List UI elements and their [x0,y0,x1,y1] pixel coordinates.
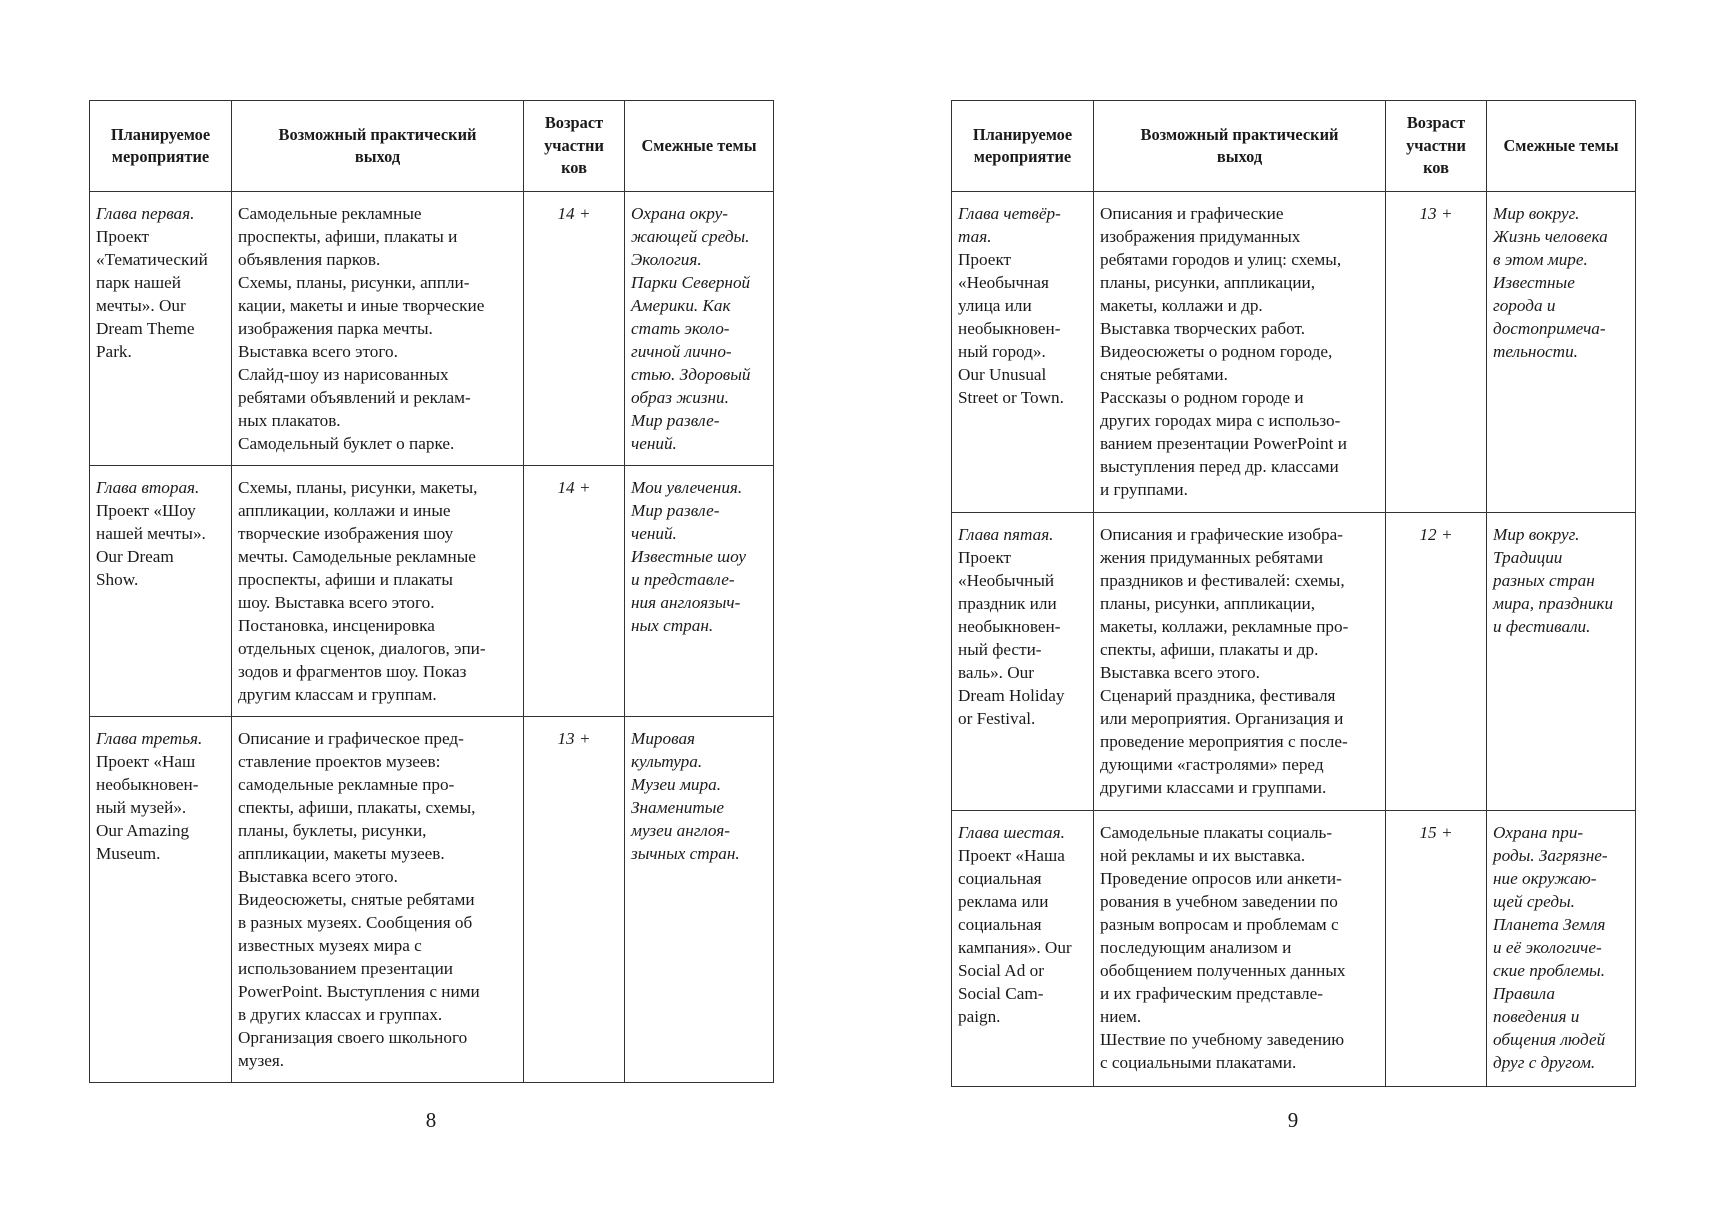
text-line: Планета Земля [1493,915,1606,934]
header-line: Смежные темы [1503,135,1619,155]
text-line: ставление проектов музеев: [238,752,441,771]
text-line: социальная [958,869,1042,888]
text-line: Dream Theme [96,319,195,338]
header-line: мероприятие [973,147,1072,166]
text-line: щей среды. [1493,892,1575,911]
text-line: аппликации, макеты музеев. [238,844,445,863]
text-line: рования в учебном заведении по [1100,892,1338,911]
text-line: Глава четвёр- [958,204,1061,223]
output-cell [1094,192,1386,513]
text-line: жающей среды. [631,227,750,246]
output-text [1100,202,1379,501]
text-line: музея. [238,1051,285,1070]
text-line: Park. [96,342,132,361]
table-header-row [90,101,774,192]
text-line: необыкновен- [96,775,199,794]
text-line: и группами. [1100,480,1188,499]
text-line: планы, рисунки, аппликации, [1100,273,1316,292]
text-line: общения людей [1493,1030,1606,1049]
text-line: Описания и графические [1100,204,1284,223]
topics-cell [625,717,774,1083]
text-line: Схемы, планы, рисунки, аппли- [238,273,470,292]
table-row [952,192,1636,513]
age-cell: 14 + [524,192,625,466]
project-name [96,750,225,865]
header-line: выход [1216,147,1263,166]
text-line: Выставка всего этого. [238,867,398,886]
chapter-title [958,202,1087,248]
text-line: «Необычная [958,273,1049,292]
header-line: Возраст [544,113,604,133]
text-line: Правила [1493,984,1555,1003]
table-header-row [952,101,1636,192]
output-text [1100,523,1379,799]
age-cell: 12 + [1386,513,1487,811]
text-line: Проект [958,250,1012,269]
text-line: ных стран. [631,616,714,635]
text-line: Social Ad or [958,961,1044,980]
header-age [524,101,625,192]
text-line: планы, рисунки, аппликации, [1100,594,1316,613]
topics-cell [1487,811,1636,1087]
projects-table-left [89,100,774,1083]
age-cell: 13 + [1386,192,1487,513]
text-line: музеи англоя- [631,821,730,840]
text-line: города и [1493,296,1556,315]
text-line: спекты, афиши, плакаты, схемы, [238,798,476,817]
topics-cell [625,466,774,717]
output-text [238,727,517,1072]
text-line: Show. [96,570,139,589]
page-number: 8 [425,1108,437,1132]
text-line: Street or Town. [958,388,1064,407]
event-cell [90,192,232,466]
text-line: нашей мечты». [96,524,206,543]
text-line: спекты, афиши, плакаты и др. [1100,640,1319,659]
header-line: участни [544,135,604,155]
text-line: Museum. [96,844,161,863]
text-line: Америки. Как [631,296,731,315]
text-line: Проект «Наш [96,752,196,771]
project-name [958,844,1087,1028]
page-number: 9 [1287,1108,1299,1132]
text-line: or Festival. [958,709,1036,728]
header-line: выход [354,147,401,166]
topics-cell [625,192,774,466]
text-line: ной рекламы и их выставка. [1100,846,1306,865]
text-line: Слайд-шоу из нарисованных [238,365,449,384]
text-line: кации, макеты и иные творческие [238,296,485,315]
text-line: друг с другом. [1493,1053,1596,1072]
text-line: Проект «Наша [958,846,1065,865]
text-line: использованием презентации [238,959,453,978]
text-line: Традиции [1493,548,1563,567]
text-line: ние окружаю- [1493,869,1597,888]
text-line: шоу. Выставка всего этого. [238,593,435,612]
text-line: объявления парков. [238,250,381,269]
text-line: Видеосюжеты, снятые ребятами [238,890,475,909]
chapter-title [958,523,1087,546]
text-line: Our Amazing [96,821,190,840]
output-text [238,202,517,455]
text-line: Самодельные рекламные [238,204,422,223]
text-line: в разных музеях. Сообщения об [238,913,473,932]
text-line: и фестивали. [1493,617,1591,636]
text-line: Мир развле- [631,411,720,430]
right-page [951,100,1635,1087]
text-line: образ жизни. [631,388,729,407]
text-line: мечты». Our [96,296,186,315]
event-cell [952,513,1094,811]
text-line: ный музей». [96,798,187,817]
text-line: Рассказы о родном городе и [1100,388,1304,407]
project-name [96,499,225,591]
header-event [952,101,1094,192]
text-line: Шествие по учебному заведению [1100,1030,1345,1049]
text-line: Our Unusual [958,365,1047,384]
text-line: необыкновен- [958,319,1061,338]
text-line: нием. [1100,1007,1142,1026]
header-topics [1487,101,1636,192]
text-line: праздников и фестивалей: схемы, [1100,571,1345,590]
text-line: зычных стран. [631,844,740,863]
text-line: Глава шестая. [958,823,1065,842]
text-line: самодельные рекламные про- [238,775,455,794]
text-line: Описание и графическое пред- [238,729,464,748]
text-line: кампания». Our [958,938,1072,957]
text-line: ребятами городов и улиц: схемы, [1100,250,1342,269]
age-cell: 15 + [1386,811,1487,1087]
table-row [90,466,774,717]
text-line: Мировая [631,729,696,748]
header-line: Возраст [1406,113,1466,133]
header-line: участни [1406,135,1466,155]
text-line: улица или [958,296,1032,315]
text-line: последующим анализом и [1100,938,1292,957]
text-line: проспекты, афиши и плакаты [238,570,453,589]
text-line: Глава пятая. [958,525,1054,544]
event-cell [90,717,232,1083]
text-line: стать эколо- [631,319,730,338]
text-line: аппликации, коллажи и иные [238,501,451,520]
text-line: Видеосюжеты о родном городе, [1100,342,1333,361]
output-cell [1094,811,1386,1087]
chapter-title: Глава вторая. [96,478,200,497]
text-line: реклама или [958,892,1049,911]
topics-text [1493,202,1629,363]
text-line: Проведение опросов или анкети- [1100,869,1342,888]
text-line: тая. [958,227,992,246]
output-cell [232,466,524,717]
header-output [232,101,524,192]
text-line: Самодельный буклет о парке. [238,434,455,453]
topics-text [1493,821,1629,1074]
text-line: планы, буклеты, рисунки, [238,821,427,840]
topics-text [631,202,767,455]
text-line: ния англоязыч- [631,593,741,612]
header-age [1386,101,1487,192]
header-line: Планируемое [110,124,211,144]
projects-table-right [951,100,1636,1087]
output-cell [232,192,524,466]
text-line: изображения парка мечты. [238,319,433,338]
text-line: Жизнь человека [1493,227,1608,246]
text-line: Проект [96,227,150,246]
header-output [1094,101,1386,192]
text-line: Охрана окру- [631,204,728,223]
text-line: в других классах и группах. [238,1005,443,1024]
text-line: Dream Holiday [958,686,1065,705]
text-line: снятые ребятами. [1100,365,1228,384]
text-line: валь». Our [958,663,1035,682]
project-name [958,546,1087,730]
header-line: Планируемое [972,124,1073,144]
output-cell [1094,513,1386,811]
text-line: чений. [631,524,677,543]
text-line: другим классам и группам. [238,685,437,704]
text-line: макеты, коллажи, рекламные про- [1100,617,1349,636]
text-line: «Необычный [958,571,1055,590]
text-line: зодов и фрагментов шоу. Показ [238,662,467,681]
text-line: Social Cam- [958,984,1044,1003]
text-line: Выставка всего этого. [238,342,398,361]
table-row [952,811,1636,1087]
project-name [96,225,225,363]
header-line: ков [561,158,587,178]
text-line: ных плакатов. [238,411,341,430]
event-cell [952,811,1094,1087]
text-line: праздник или [958,594,1057,613]
text-line: известных музеях мира с [238,936,422,955]
text-line: достопримеча- [1493,319,1606,338]
chapter-title: Глава первая. [96,204,195,223]
text-line: Сценарий праздника, фестиваля [1100,686,1336,705]
text-line: Описания и графические изобра- [1100,525,1343,544]
text-line: тельности. [1493,342,1578,361]
text-line: проведение мероприятия с после- [1100,732,1348,751]
text-line: выступления перед др. классами [1100,457,1339,476]
text-line: парк нашей [96,273,181,292]
text-line: Постановка, инсценировка [238,616,435,635]
text-line: Знаменитые [631,798,725,817]
left-page [89,100,773,1083]
text-line: Экология. [631,250,702,269]
text-line: гичной лично- [631,342,732,361]
text-line: ребятами объявлений и реклам- [238,388,471,407]
output-text [1100,821,1379,1074]
age-cell: 13 + [524,717,625,1083]
text-line: стью. Здоровый [631,365,751,384]
text-line: Самодельные плакаты социаль- [1100,823,1333,842]
header-line: ков [1423,158,1449,178]
text-line: Выставка творческих работ. [1100,319,1306,338]
project-name [958,248,1087,409]
header-line: Возможный практический [278,124,477,144]
topics-cell [1487,192,1636,513]
text-line: Мир развле- [631,501,720,520]
age-cell: 14 + [524,466,625,717]
text-line: с социальными плакатами. [1100,1053,1297,1072]
text-line: paign. [958,1007,1001,1026]
chapter-title: Глава третья. [96,729,203,748]
text-line: мечты. Самодельные рекламные [238,547,476,566]
text-line: Мир вокруг. [1493,204,1580,223]
text-line: Мои увлечения. [631,478,743,497]
text-line: жения придуманных ребятами [1100,548,1324,567]
text-line: Our Dream [96,547,174,566]
text-line: ный город». [958,342,1046,361]
text-line: изображения придуманных [1100,227,1301,246]
text-line: Парки Северной [631,273,751,292]
topics-text [631,476,767,637]
header-line: Возможный практический [1140,124,1339,144]
text-line: чений. [631,434,677,453]
text-line: Проект «Шоу [96,501,196,520]
text-line: других городах мира с использо- [1100,411,1341,430]
text-line: обобщением полученных данных [1100,961,1346,980]
text-line: «Тематический [96,250,208,269]
text-line: отдельных сценок, диалогов, эпи- [238,639,486,658]
text-line: Выставка всего этого. [1100,663,1260,682]
text-line: в этом мире. [1493,250,1588,269]
text-line: Известные шоу [631,547,746,566]
text-line: и представле- [631,570,735,589]
text-line: другими классами и группами. [1100,778,1327,797]
text-line: Организация своего школьного [238,1028,468,1047]
text-line: Музеи мира. [631,775,721,794]
topics-text [1493,523,1629,638]
text-line: ванием презентации PowerPoint и [1100,434,1347,453]
text-line: и её экологиче- [1493,938,1602,957]
event-cell [90,466,232,717]
text-line: Охрана при- [1493,823,1584,842]
text-line: и их графическим представле- [1100,984,1323,1003]
text-line: PowerPoint. Выступления с ними [238,982,480,1001]
text-line: ские проблемы. [1493,961,1605,980]
text-line: Мир вокруг. [1493,525,1580,544]
header-event [90,101,232,192]
text-line: Известные [1493,273,1575,292]
text-line: Схемы, планы, рисунки, макеты, [238,478,478,497]
text-line: Проект [958,548,1012,567]
text-line: поведения и [1493,1007,1580,1026]
text-line: культура. [631,752,703,771]
text-line: социальная [958,915,1042,934]
header-line: мероприятие [111,147,210,166]
topics-text [631,727,767,865]
topics-cell [1487,513,1636,811]
text-line: мира, праздники [1493,594,1614,613]
output-text [238,476,517,706]
text-line: макеты, коллажи и др. [1100,296,1263,315]
text-line: необыкновен- [958,617,1061,636]
table-row [90,192,774,466]
text-line: разных стран [1493,571,1595,590]
header-topics [625,101,774,192]
text-line: проспекты, афиши, плакаты и [238,227,458,246]
text-line: ный фести- [958,640,1042,659]
chapter-title [958,821,1087,844]
table-row [952,513,1636,811]
text-line: роды. Загрязне- [1493,846,1608,865]
output-cell [232,717,524,1083]
table-row [90,717,774,1083]
event-cell [952,192,1094,513]
text-line: дующими «гастролями» перед [1100,755,1324,774]
text-line: творческие изображения шоу [238,524,454,543]
header-line: Смежные темы [641,135,757,155]
text-line: разным вопросам и проблемам с [1100,915,1339,934]
text-line: или мероприятия. Организация и [1100,709,1344,728]
